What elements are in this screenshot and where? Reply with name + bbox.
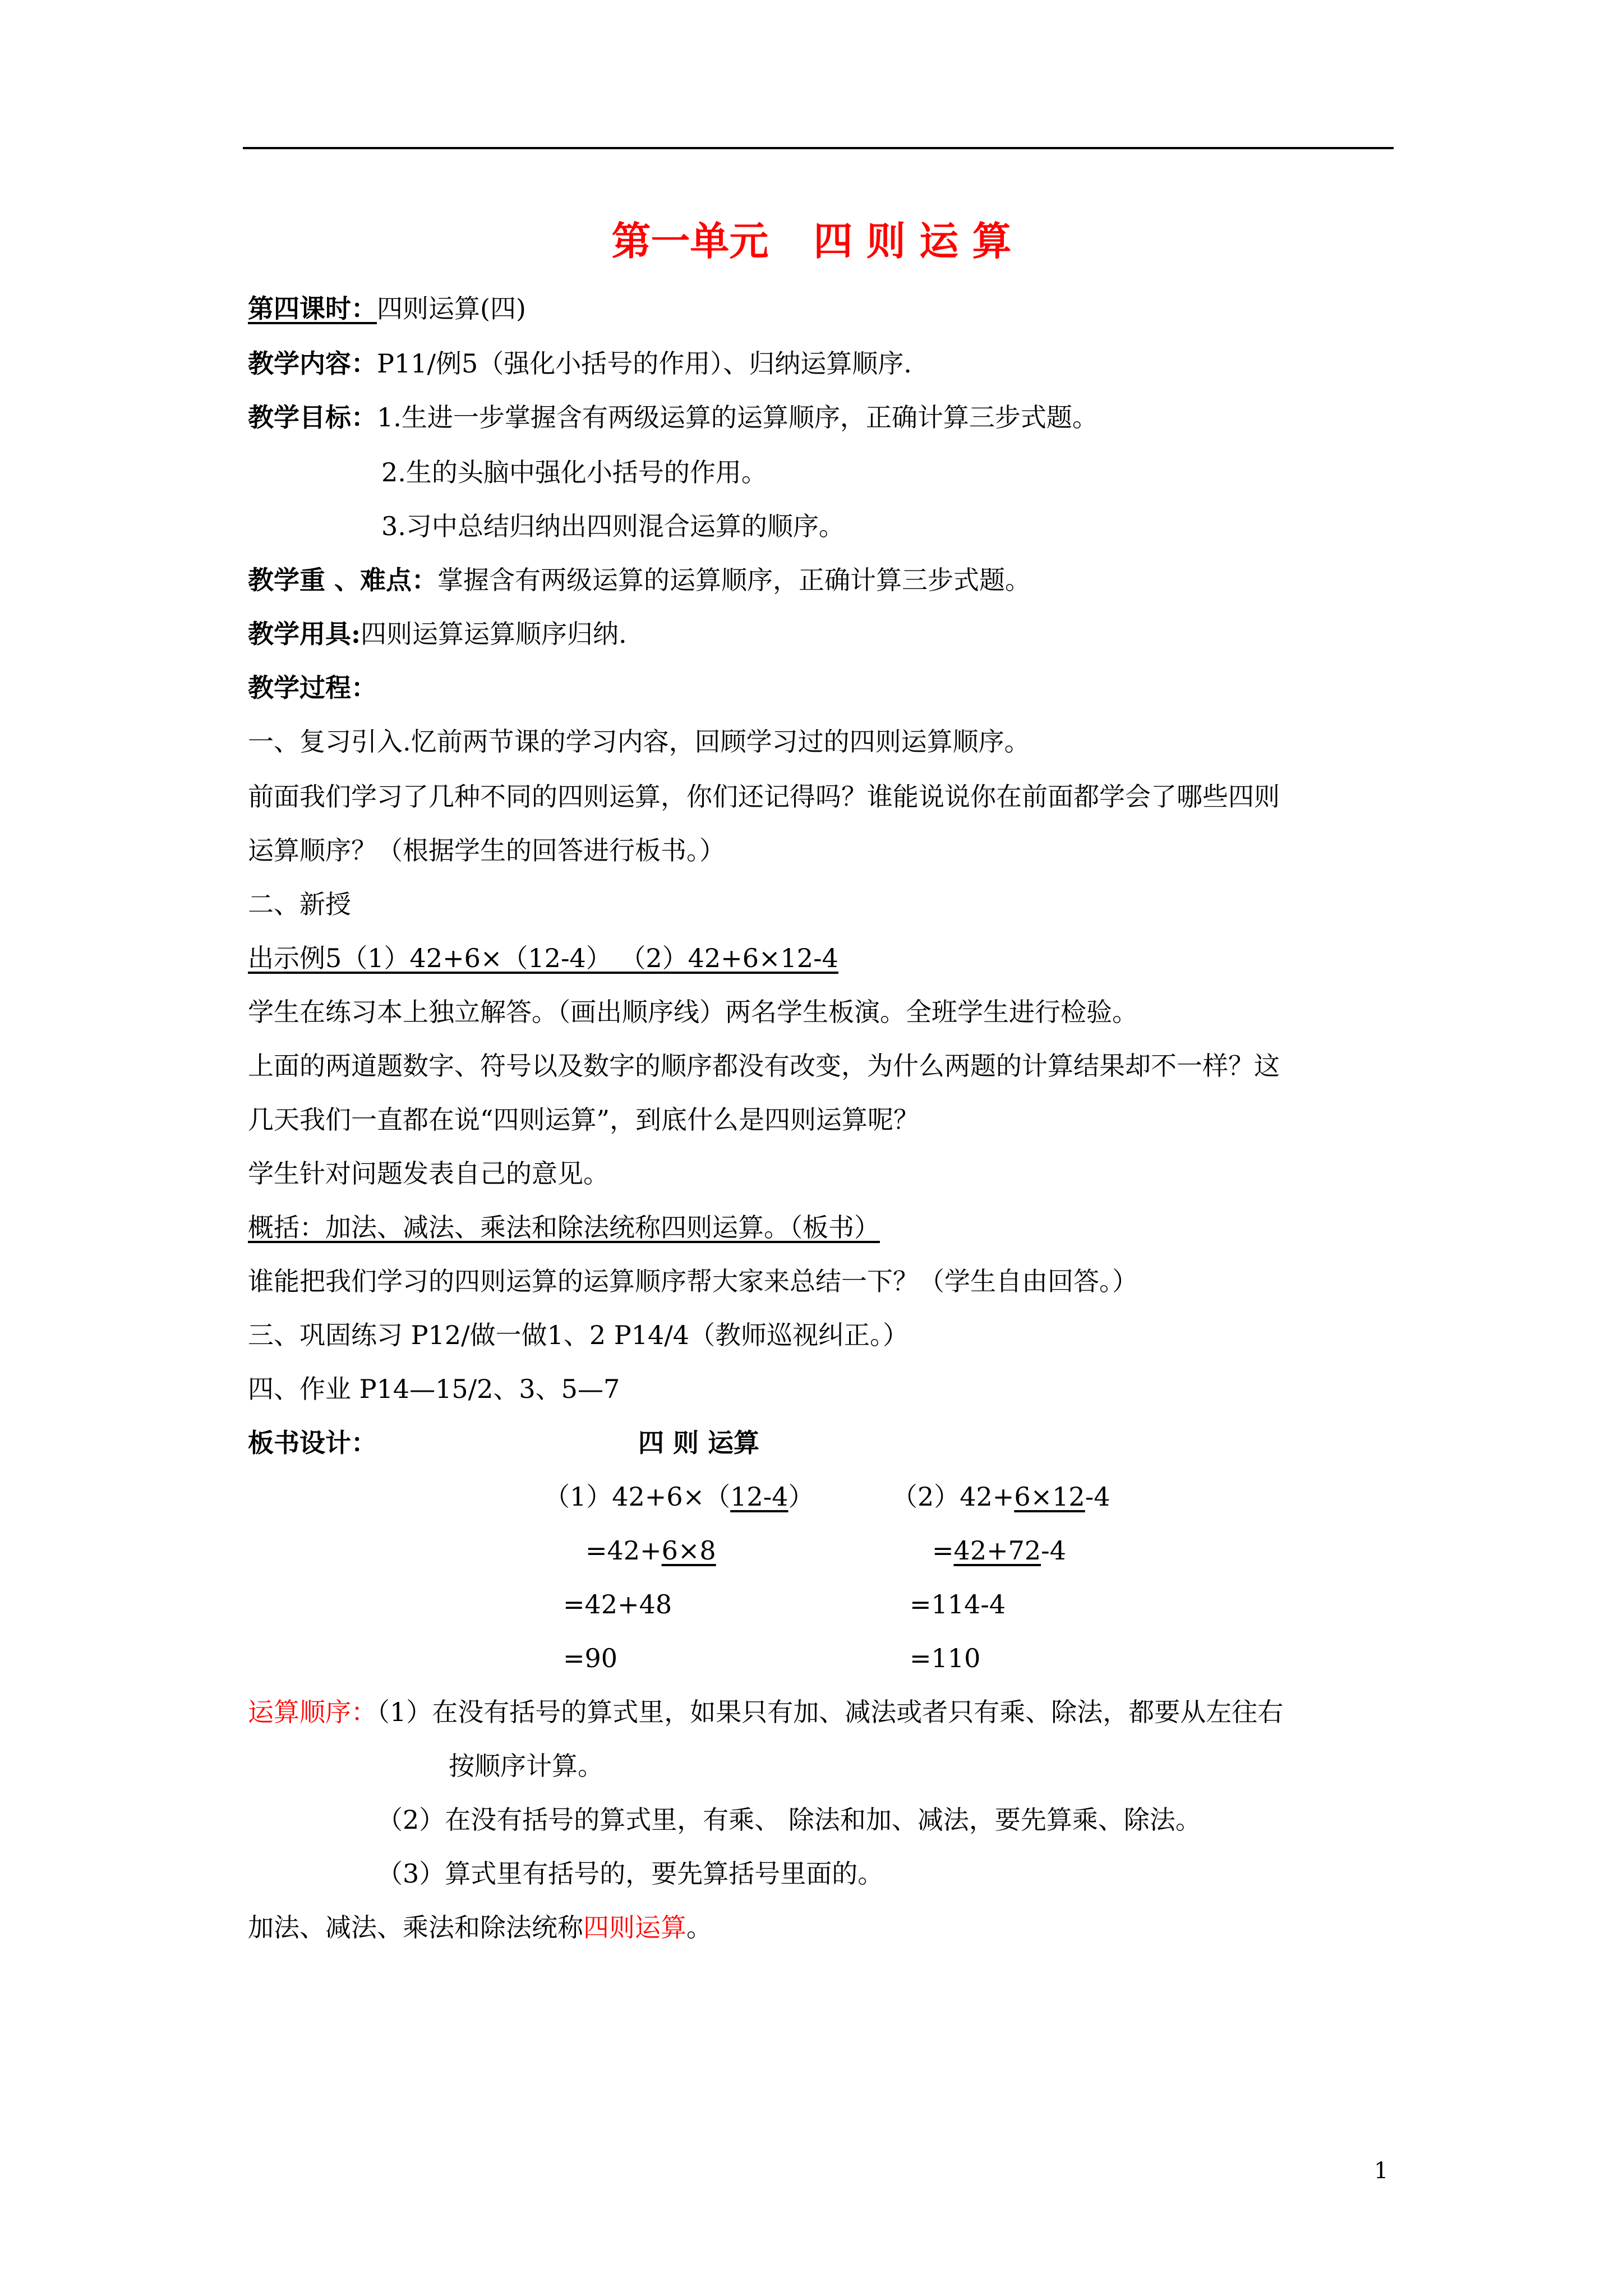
closing-text: 加法、减法、乘法和除法统称	[248, 1912, 583, 1943]
order-rule-1-text: （1）在没有括号的算式里，如果只有加、减法或者只有乘、除法，都要从左往右	[377, 1697, 1284, 1727]
board-left-step-2	[585, 1534, 716, 1567]
board-right-step-4: =110	[910, 1643, 981, 1673]
key-points-value: 掌握含有两级运算的运算顺序，正确计算三步式题。	[437, 565, 1031, 595]
board-right-step-1	[892, 1480, 1110, 1513]
new-lesson-heading: 二、新授	[248, 889, 351, 919]
tools-line	[248, 617, 627, 651]
content-value: P11/例5（强化小括号的作用）、归纳运算顺序.	[377, 348, 912, 379]
board-left-step-1-text: （1）42+6×（	[544, 1481, 731, 1512]
new-lesson-p4: 学生针对问题发表自己的意见。	[248, 1158, 609, 1189]
order-rule-1-continued: 按顺序计算。	[449, 1751, 603, 1781]
process-label: 教学过程：	[248, 673, 377, 703]
goal-item-3: 3.习中总结归纳出四则混合运算的顺序。	[381, 511, 845, 541]
header-rule	[243, 147, 1394, 149]
lesson-value: 四则运算(四)	[377, 293, 526, 324]
example-line: 出示例5（1）42+6×（12-4） （2）42+6×12-4	[248, 943, 838, 973]
order-rule-3: （3）算式里有括号的，要先算括号里面的。	[377, 1858, 884, 1889]
review-text-2: 运算顺序？（根据学生的回答进行板书。）	[248, 835, 725, 866]
title-unit: 第一单元	[611, 218, 769, 264]
board-right-step-3: =114-4	[910, 1589, 1006, 1619]
page-number: 1	[1374, 2158, 1389, 2184]
review-heading: 一、复习引入.忆前两节课的学习内容，回顾学习过的四则运算顺序。	[248, 726, 1030, 757]
board-left-step-1-end: ）	[788, 1481, 814, 1512]
lesson-label: 第四课时：	[248, 293, 377, 324]
new-lesson-p5: 谁能把我们学习的四则运算的运算顺序帮大家来总结一下？（学生自由回答。）	[248, 1266, 1138, 1296]
board-right-step-1-text: （2）42+	[892, 1481, 1015, 1512]
content-label: 教学内容：	[248, 348, 377, 379]
board-right-step-1-underlined: 6×12	[1014, 1481, 1085, 1512]
title-topic: 四 则 运 算	[813, 218, 1012, 264]
tools-value: 四则运算运算顺序归纳.	[360, 619, 627, 649]
practice-line: 三、巩固练习 P12/做一做1、2 P14/4（教师巡视纠正。）	[248, 1320, 909, 1350]
goal-item-1: 1.生进一步掌握含有两级运算的运算顺序，正确计算三步式题。	[377, 402, 1098, 432]
board-label: 板书设计：	[248, 1428, 377, 1458]
board-right-step-2-text: =	[932, 1535, 954, 1566]
closing-line	[248, 1911, 712, 1944]
goal-item-2: 2.生的头脑中强化小括号的作用。	[381, 457, 767, 487]
key-points-line	[248, 563, 1031, 597]
board-heading: 四 则 运算	[638, 1428, 760, 1458]
board-left-step-1-underlined: 12-4	[730, 1481, 789, 1512]
closing-highlight: 四则运算	[583, 1912, 686, 1943]
new-lesson-p1: 学生在练习本上独立解答。（画出顺序线）两名学生板演。全班学生进行检验。	[248, 997, 1138, 1027]
homework-line: 四、作业 P14—15/2、3、5—7	[248, 1374, 620, 1404]
summary-line: 概括：加法、减法、乘法和除法统称四则运算。（板书）	[248, 1212, 880, 1243]
lesson-line	[248, 292, 526, 325]
order-rule-2: （2）在没有括号的算式里，有乘、 除法和加、减法，要先算乘、除法。	[377, 1805, 1201, 1835]
goals-label: 教学目标：	[248, 402, 377, 432]
board-right-step-2-underlined: 42+72	[953, 1535, 1041, 1566]
review-text-1: 前面我们学习了几种不同的四则运算，你们还记得吗？谁能说说你在前面都学会了哪些四则	[248, 781, 1280, 812]
new-lesson-p3: 几天我们一直都在说“四则运算”，到底什么是四则运算呢？	[248, 1105, 920, 1135]
board-right-step-1-end: -4	[1085, 1481, 1110, 1512]
goals-line	[248, 401, 1098, 434]
board-left-step-3: =42+48	[563, 1589, 672, 1619]
board-left-step-2-underlined: 6×8	[661, 1535, 716, 1566]
content-line	[248, 347, 912, 380]
page-title	[0, 213, 1623, 269]
order-rule-1	[248, 1695, 1283, 1729]
closing-end: 。	[686, 1912, 712, 1943]
tools-label: 教学用具:	[248, 619, 361, 649]
board-left-step-2-text: =42+	[585, 1535, 662, 1566]
board-right-step-2	[932, 1534, 1066, 1567]
key-points-label: 教学重 、难点：	[248, 565, 438, 595]
board-left-step-4: =90	[563, 1643, 618, 1673]
board-right-step-2-end: -4	[1041, 1535, 1066, 1566]
order-label: 运算顺序：	[248, 1697, 377, 1727]
board-left-step-1	[544, 1480, 814, 1513]
new-lesson-p2: 上面的两道题数字、符号以及数字的顺序都没有改变，为什么两题的计算结果却不一样？这	[248, 1051, 1280, 1081]
board-line	[248, 1426, 377, 1460]
